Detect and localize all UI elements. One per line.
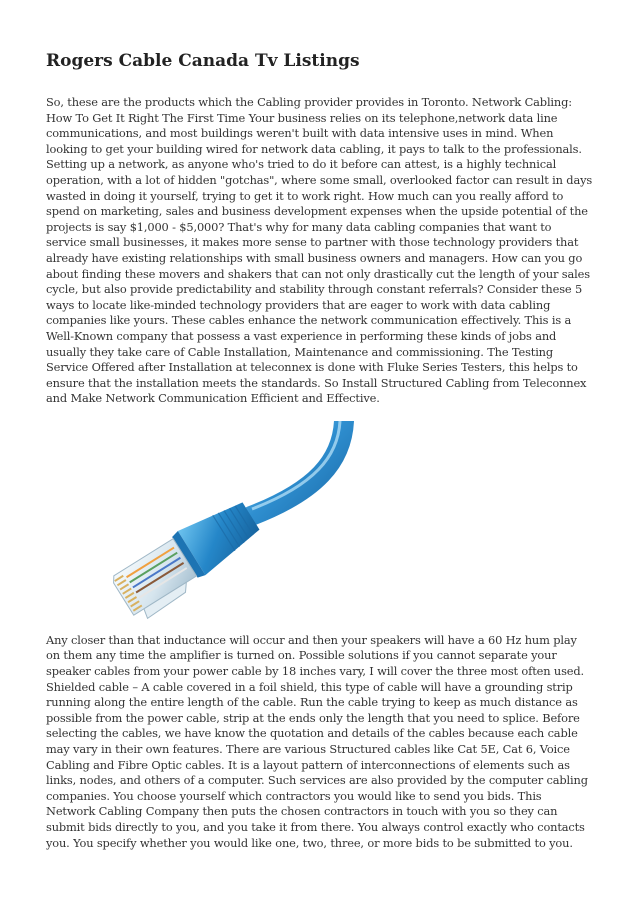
- body-paragraph-2: Any closer than that inductance will occur and then your speakers will have a 60 Hz hum play on them any time the amplifier is turned on. Possible solutions if you cannot separate your speaker cables from your power cable by 18 inches vary, I will cover the three most often used. Shielded cable – A cable covered in a foil shield, this type of cable will have a grounding strip running along the entire length of the cable. Run the cable trying to keep as much distance as possible from the power cable, strip at the ends only the length that you need to splice. Before selecting the cables, we have know the quotation and details of the cables because each cable may vary in their own features. There are various Structured cables like Cat 5E, Cat 6, Voice Cabling and Fibre Optic cables. It is a layout pattern of interconnections of elements such as links, nodes, and others of a computer. Such services are also provided by the computer cabling companies. You choose yourself which contractors you would like to send you bids. This Network Cabling Company then puts the chosen contractors in touch with you so they can submit bids directly to you, and you take it from there. You always control exactly who contacts you. You specify whether you would like one, two, three, or more bids to be submitted to you.: [46, 632, 588, 850]
- ethernet-cable-photo-icon: [46, 421, 366, 633]
- body-paragraph-1: So, these are the products which the Cabling provider provides in Toronto. Network Cabling: How To Get It Right The First Time Your business relies on its telephone,network data line communications, and most buildings weren't built with data intensive uses in mind. When looking to get your building wired for network data cabling, it pays to talk to the professionals. Setting up a network, as anyone who's tried to do it before can attest, is a highly technical operation, with a lot of hidden "gotchas", where some small, overlooked factor can result in days wasted in doing it yourself, trying to get it to work right. How much can you really afford to spend on marketing, sales and business development expenses when the upside potential of the projects is say $1,000 - $5,000? That's why for many data cabling companies that want to service small businesses, it makes more sense to partner with those technology providers that already have existing relationships with small business owners and managers. How can you go about finding these movers and shakers that can not only drastically cut the length of your sales cycle, but also provide predictability and stability through constant referrals? Consider these 5 ways to locate like-minded technology providers that are eager to work with data cabling companies like yours. These cables enhance the network communication effectively. This is a Well-Known company that possess a vast experience in performing these kinds of jobs and usually they take care of Cable Installation, Maintenance and commissioning. The Testing Service Offered after Installation at teleconnex is done with Fluke Series Testers, this helps to ensure that the installation meets the standards. So Install Structured Cabling from Teleconnex and Make Network Communication Efficient and Effective.: [46, 95, 593, 406]
- page-title: Rogers Cable Canada Tv Listings: [46, 51, 360, 71]
